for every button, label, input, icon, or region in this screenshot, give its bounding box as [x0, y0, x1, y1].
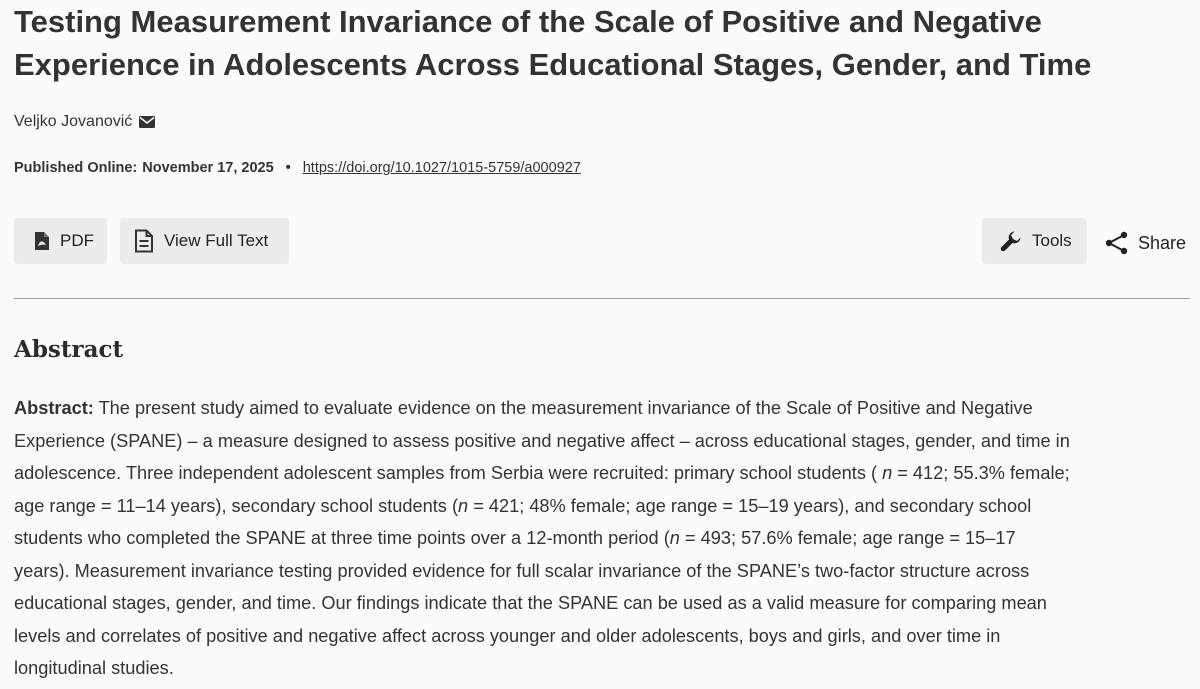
sample-size-symbol: n	[458, 495, 469, 516]
abstract-line-7: educational stages, gender, and time. Our findings indicate that the SPANE can be used as a valid measure for comparing mean	[14, 593, 1047, 613]
tools-button-label: Tools	[1032, 231, 1072, 250]
abstract-text-5b: = 493; 57.6% female; age range = 15–17	[679, 528, 1016, 548]
article-title-line-2: Experience in Adolescents Across Educational Stages, Gender, and Time	[14, 47, 1092, 82]
tools-button[interactable]	[982, 218, 1087, 264]
view-full-text-label: View Full Text	[164, 231, 269, 250]
publication-info	[14, 157, 581, 179]
abstract-line-5	[14, 522, 1190, 555]
section-divider	[14, 298, 1190, 299]
sample-size-symbol: n	[669, 528, 680, 548]
share-icon	[1104, 230, 1130, 256]
abstract-text-1: The present study aimed to evaluate evidence on the measurement invariance of the Scale of Positive and Negative	[93, 398, 1033, 418]
abstract-line-1	[14, 392, 1190, 425]
abstract-line-2: Experience (SPANE) – a measure designed to assess positive and negative affect – across educational stages, gender, and time in	[14, 430, 1070, 451]
abstract-line-3	[14, 457, 1190, 490]
abstract-text-4b: = 421; 48% female; age range = 15–19 years), and secondary school	[468, 495, 1032, 516]
abstract-text-3b: = 412; 55.3% female;	[892, 463, 1070, 483]
pdf-button-label: PDF	[60, 231, 94, 250]
document-icon	[134, 229, 154, 253]
author-row	[14, 110, 155, 134]
abstract-label: Abstract:	[14, 398, 94, 418]
view-full-text-button[interactable]	[120, 218, 289, 264]
abstract-text-5a: students who completed the SPANE at three time points over a 12-month period (	[14, 528, 670, 548]
abstract-body	[14, 392, 1190, 685]
wrench-icon	[1000, 230, 1022, 252]
abstract-line-9: longitudinal studies.	[14, 658, 174, 678]
abstract-text-4a: age range = 11–14 years), secondary school students (	[14, 495, 459, 516]
separator-dot: •	[285, 160, 291, 176]
doi-link[interactable]: https://doi.org/10.1027/1015-5759/a000927	[302, 160, 581, 176]
abstract-text-3a: adolescence. Three independent adolescent samples from Serbia were recruited: primary school students (	[14, 463, 883, 483]
published-label: Published Online:	[14, 160, 138, 176]
published-date: November 17, 2025	[142, 160, 274, 176]
abstract-heading: Abstract	[14, 336, 124, 363]
sample-size-symbol: n	[882, 463, 893, 483]
share-button[interactable]	[1104, 228, 1186, 258]
article-title-line-1: Testing Measurement Invariance of the Scale of Positive and Negative	[14, 4, 1042, 39]
author-name[interactable]: Veljko Jovanović	[14, 113, 133, 130]
abstract-line-6: years). Measurement invariance testing provided evidence for full scalar invariance of the SPANE’s two-factor structure across	[14, 560, 1030, 581]
share-button-label: Share	[1138, 232, 1187, 253]
abstract-line-4	[14, 490, 1190, 523]
pdf-button[interactable]	[14, 218, 107, 264]
article-title	[14, 0, 1164, 86]
envelope-icon[interactable]	[139, 116, 155, 128]
abstract-line-8: levels and correlates of positive and negative affect across younger and older adolescents, boys and girls, and over time in	[14, 625, 1001, 646]
pdf-file-icon	[34, 231, 50, 251]
